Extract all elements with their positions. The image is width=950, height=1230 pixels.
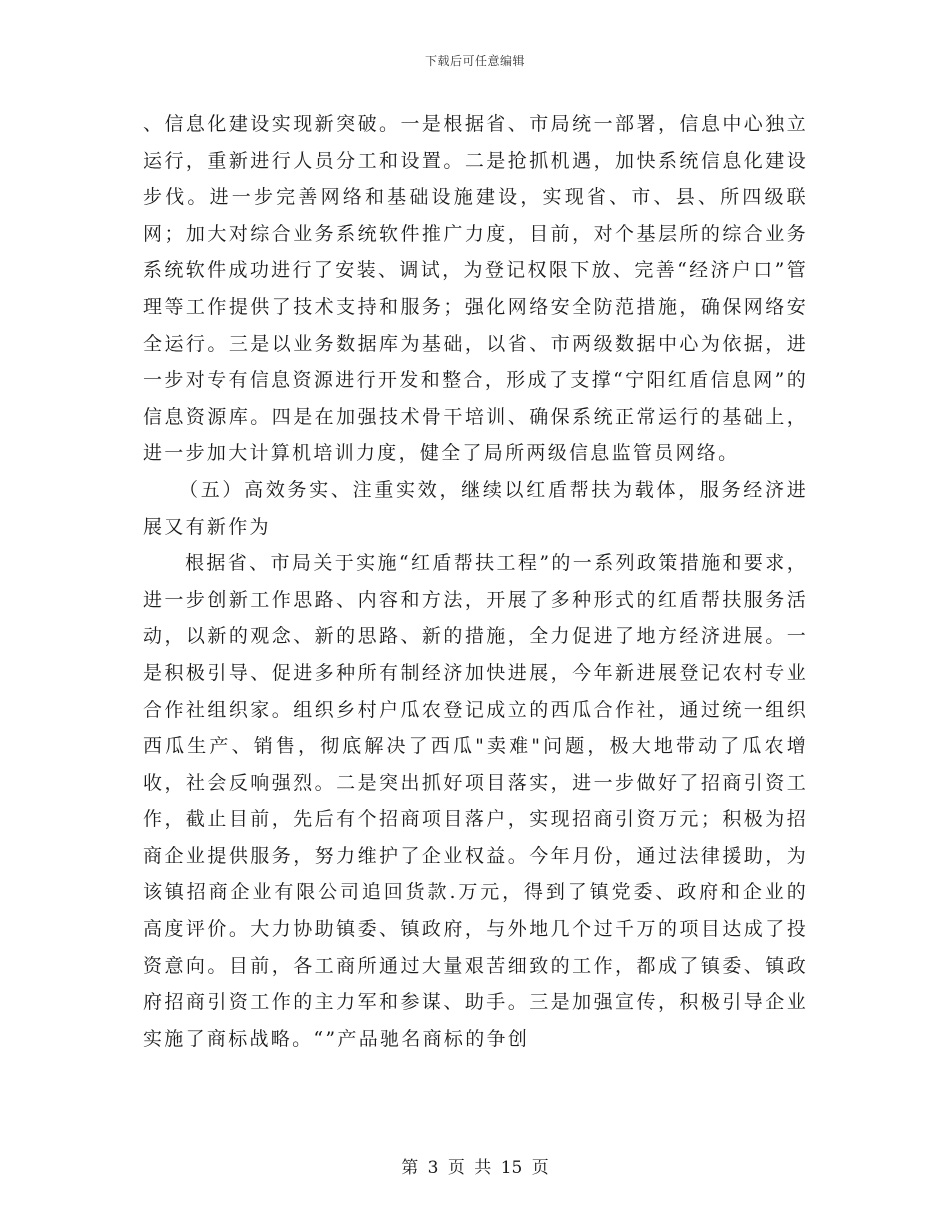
document-body [143, 106, 808, 1057]
paragraph-red-shield-support: 根据省、市局关于实施“红盾帮扶工程”的一系列政策措施和要求，进一步创新工作思路、内容和方法，开展了多种形式的红盾帮扶服务活动，以新的观念、新的思路、新的措施，全力促进了地方经济进展。一是积极引导、促进多种所有制经济加快进展，今年新进展登记农村专业合作社组织家。组织乡村户瓜农登记成立的西瓜合作社，通过统一组织西瓜生产、销售，彻底解决了西瓜"卖难"问题，极大地带动了瓜农增收，社会反响强烈。二是突出抓好项目落实，进一步做好了招商引资工作，截止目前，先后有个招商项目落户，实现招商引资万元；积极为招商企业提供服务，努力维护了企业权益。今年月份，通过法律援助，为该镇招商企业有限公司追回货款.万元，得到了镇党委、政府和企业的高度评价。大力协助镇委、镇政府，与外地几个过千万的项目达成了投资意向。目前，各工商所通过大量艰苦细致的工作，都成了镇委、镇政府招商引资工作的主力军和参谋、助手。三是加强宣传，积极引导企业实施了商标战略。“”产品驰名商标的争创 [143, 552, 808, 1050]
section-heading-five: （五）高效务实、注重实效，继续以红盾帮扶为载体，服务经济进展又有新作为 [143, 478, 808, 538]
page-header: 下载后可任意编辑 [424, 54, 525, 68]
page-number-footer: 第 3 页 共 15 页 [401, 1158, 549, 1178]
paragraph-info-construction: 、信息化建设实现新突破。一是根据省、市局统一部署，信息中心独立运行，重新进行人员分工和设置。二是抢抓机遇，加快系统信息化建设步伐。进一步完善网络和基础设施建设，实现省、市、县、所四级联网；加大对综合业务系统软件推广力度，目前，对个基层所的综合业务系统软件成功进行了安装、调试，为登记权限下放、完善“经济户口”管理等工作提供了技术支持和服务；强化网络安全防范措施，确保网络安全运行。三是以业务数据库为基础，以省、市两级数据中心为依据，进一步对专有信息资源进行开发和整合，形成了支撑“宁阳红盾信息网”的信息资源库。四是在加强技术骨干培训、确保系统正常运行的基础上，进一步加大计算机培训力度，健全了局所两级信息监管员网络。 [143, 113, 808, 465]
